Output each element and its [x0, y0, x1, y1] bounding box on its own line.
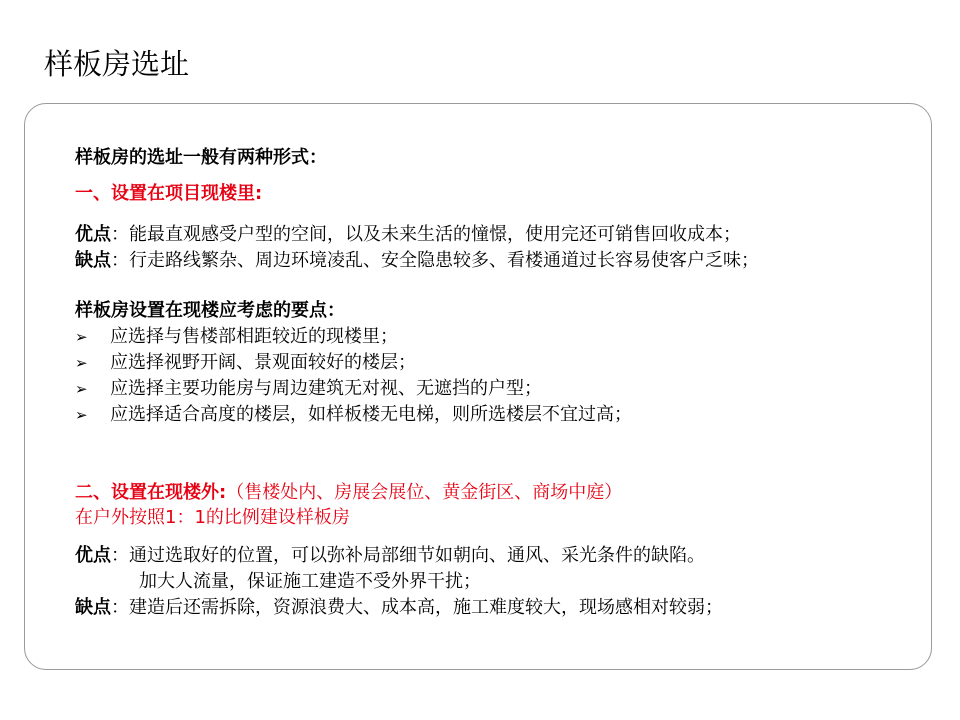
- key-point-text: 应选择主要功能房与周边建筑无对视、无遮挡的户型；: [110, 378, 542, 399]
- section2-cons: [75, 595, 723, 621]
- section2-pros-text: ：通过选取好的位置，可以弥补局部细节如朝向、通风、采光条件的缺陷。: [111, 545, 705, 566]
- section1-cons-label: 缺点: [75, 250, 111, 271]
- section2-pros: [75, 543, 705, 569]
- section1-cons: [75, 248, 759, 274]
- key-points-heading: 样板房设置在现楼应考虑的要点：: [75, 300, 345, 321]
- section1-pros-text: ：能最直观感受户型的空间，以及未来生活的憧憬，使用完还可销售回收成本；: [111, 224, 741, 245]
- section2-pros-continued: 加大人流量，保证施工建造不受外界干扰；: [139, 571, 481, 592]
- section2-subheading: 在户外按照1：1的比例建设样板房: [75, 507, 350, 528]
- key-point-item: [75, 324, 398, 350]
- arrow-bullet-icon: ➢: [75, 328, 88, 346]
- key-point-text: 应选择视野开阔、景观面较好的楼层；: [110, 352, 416, 373]
- arrow-bullet-icon: ➢: [75, 406, 88, 424]
- arrow-bullet-icon: ➢: [75, 354, 88, 372]
- page-title: 样板房选址: [44, 47, 190, 81]
- key-point-item: [75, 402, 632, 428]
- section2-heading-detail: （售楼处内、房展会展位、黄金街区、商场中庭）: [226, 482, 623, 503]
- key-point-item: [75, 376, 542, 402]
- key-point-item: [75, 350, 416, 376]
- section1-pros: [75, 222, 741, 248]
- section1-heading: 一、设置在项目现楼里:: [75, 183, 263, 204]
- section2-heading-line: [75, 480, 622, 506]
- section2-cons-label: 缺点: [75, 597, 111, 618]
- section1-pros-label: 优点: [75, 224, 111, 245]
- section1-cons-text: ：行走路线繁杂、周边环境凌乱、安全隐患较多、看楼通道过长容易使客户乏味；: [111, 250, 759, 271]
- key-point-text: 应选择适合高度的楼层，如样板楼无电梯，则所选楼层不宜过高；: [110, 404, 632, 425]
- section2-heading: 二、设置在现楼外:: [75, 482, 227, 503]
- section2-pros-label: 优点: [75, 545, 111, 566]
- intro-heading: 样板房的选址一般有两种形式：: [75, 147, 327, 168]
- section2-cons-text: ：建造后还需拆除，资源浪费大、成本高，施工难度较大，现场感相对较弱；: [111, 597, 723, 618]
- key-point-text: 应选择与售楼部相距较近的现楼里；: [110, 326, 398, 347]
- arrow-bullet-icon: ➢: [75, 380, 88, 398]
